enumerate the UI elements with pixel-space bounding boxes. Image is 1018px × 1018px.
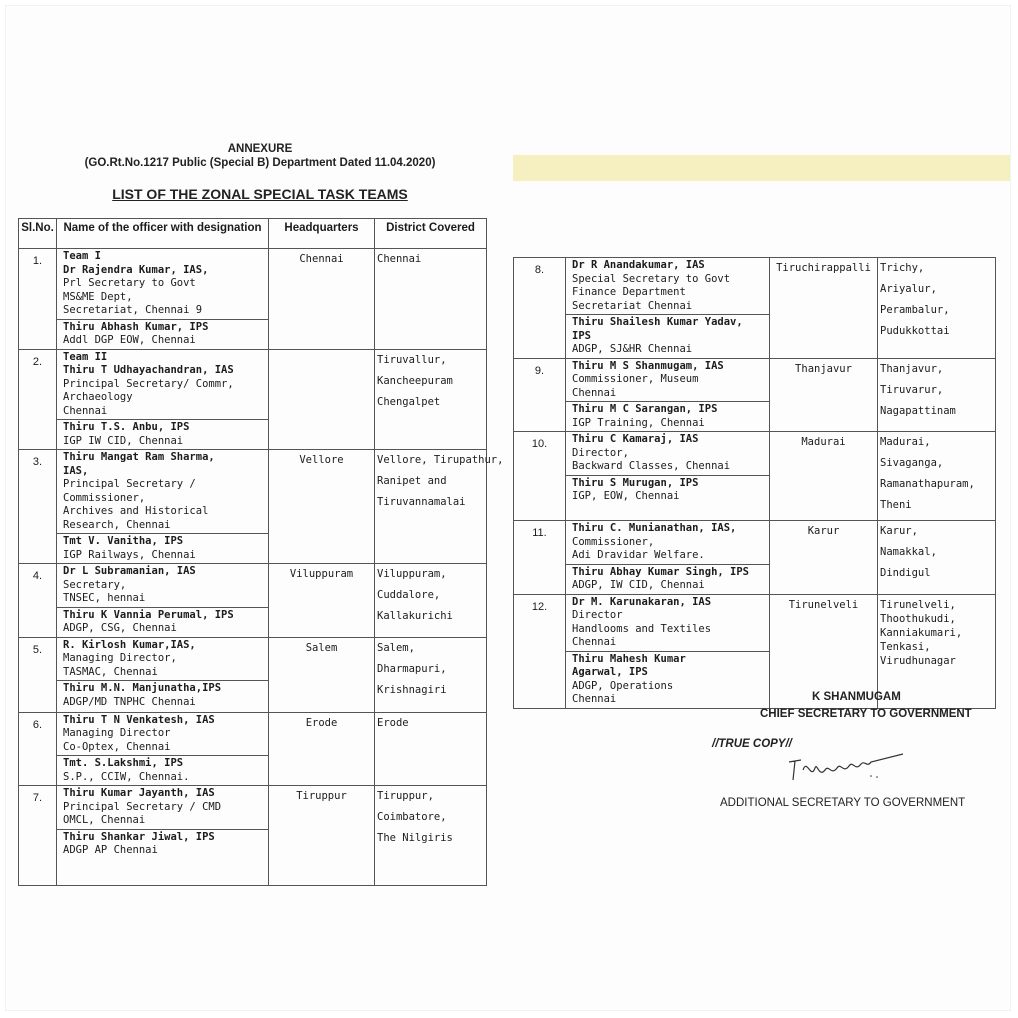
district-name: Virudhunagar	[880, 654, 956, 667]
districts-cell	[375, 564, 487, 638]
officer-entry	[57, 450, 268, 533]
officer-name: Tmt. S.Lakshmi, IPS	[63, 757, 184, 769]
officer-designation: Secretary, TNSEC, hennai	[63, 578, 146, 604]
officer-cell	[57, 349, 269, 450]
serial-number: 7.	[19, 786, 57, 886]
officer-name: Thiru Shankar Jiwal, IPS	[63, 830, 215, 843]
officer-name: Tmt V. Vanitha, IPS	[63, 535, 184, 547]
serial-number: 9.	[514, 358, 566, 432]
officer-name: Thiru M.N. Manjunatha,IPS	[63, 682, 222, 694]
table-row	[19, 786, 487, 886]
officer-name: Thiru Mangat Ram Sharma, IAS,	[63, 451, 215, 477]
officer-entry	[566, 359, 769, 402]
officer-designation: IGP, EOW, Chennai	[572, 490, 680, 502]
officer-name: Dr L Subramanian, IAS	[63, 565, 196, 577]
officer-designation: IGP Training, Chennai	[572, 416, 705, 429]
district-name: Madurai,	[880, 436, 931, 448]
officer-entry	[57, 607, 268, 637]
districts-cell	[375, 637, 487, 712]
left-task-team-table	[18, 218, 504, 886]
officer-designation: Director, Backward Classes, Chennai	[572, 446, 731, 472]
officer-name: Thiru Mahesh Kumar Agarwal, IPS	[572, 652, 686, 678]
officer-designation: Principal Secretary / Commissioner, Archives and Historical Research, Chennai	[63, 478, 209, 531]
serial-number: 3.	[19, 450, 57, 564]
serial-number: 2.	[19, 349, 57, 450]
go-reference: (GO.Rt.No.1217 Public (Special B) Department Dated 11.04.2020)	[84, 157, 436, 169]
serial-number: 5.	[19, 637, 57, 712]
officer-cell	[57, 564, 269, 638]
headquarters-cell: Tirunelveli	[770, 594, 878, 708]
officer-designation: Addl DGP EOW, Chennai	[63, 334, 196, 346]
district-name: Tenkasi,	[880, 640, 931, 653]
officer-name: Thiru S Murugan, IPS	[572, 476, 699, 489]
table-row	[19, 564, 487, 638]
serial-number: 10.	[514, 432, 566, 521]
district-name: Thoothukudi,	[880, 612, 956, 625]
officer-entry	[566, 432, 769, 475]
officer-entry	[566, 401, 769, 431]
district-name: Erode	[377, 716, 409, 729]
col-sl: Sl.No.	[19, 219, 57, 249]
officer-entry	[57, 638, 268, 681]
serial-number: 8.	[514, 258, 566, 359]
officer-cell	[566, 594, 770, 708]
table-row	[19, 450, 487, 564]
officer-designation: Principal Secretary / CMD OMCL, Chennai	[63, 800, 222, 826]
officer-name: Thiru M C Sarangan, IPS	[572, 403, 718, 415]
headquarters-cell: Karur	[770, 521, 878, 595]
officer-cell	[57, 712, 269, 786]
headquarters-cell: Chennai	[269, 249, 375, 350]
district-name: Tiruppur,	[377, 790, 434, 802]
headquarters-cell: Tiruppur	[269, 786, 375, 886]
headquarters-cell: Salem	[269, 637, 375, 712]
officer-entry	[566, 258, 769, 314]
table-header-row	[19, 219, 487, 249]
officer-designation: Managing Director, TASMAC, Chennai	[63, 652, 177, 678]
districts-cell	[878, 521, 996, 595]
table-row	[514, 432, 996, 521]
district-name: Kancheepuram	[377, 374, 453, 387]
officer-entry	[566, 564, 769, 594]
officer-designation: ADGP, SJ&HR Chennai	[572, 343, 693, 355]
officer-name: R. Kirlosh Kumar,IAS,	[63, 638, 196, 651]
officer-entry	[57, 829, 268, 859]
officer-name: Thiru Abhash Kumar, IPS	[63, 320, 209, 333]
signatory-name: K SHANMUGAM	[812, 691, 901, 703]
district-name: Perambalur,	[880, 304, 950, 316]
headquarters-cell: Thanjavur	[770, 358, 878, 432]
officer-name: Thiru C. Munianathan, IAS,	[572, 522, 737, 534]
officer-entry	[566, 314, 769, 358]
district-name: Sivaganga,	[880, 457, 944, 469]
district-name: Chengalpet	[377, 395, 441, 408]
table-row	[514, 521, 996, 595]
annexure-heading: ANNEXURE	[227, 143, 293, 155]
table-row	[514, 594, 996, 708]
officer-entry	[57, 564, 268, 607]
table-row	[514, 358, 996, 432]
headquarters-cell: Erode	[269, 712, 375, 786]
officer-name: Dr R Anandakumar, IAS	[572, 259, 705, 271]
district-name: The Nilgiris	[377, 832, 453, 844]
right-task-team-table	[513, 257, 996, 709]
serial-number: 1.	[19, 249, 57, 350]
officer-designation: IGP IW CID, Chennai	[63, 434, 184, 447]
officer-cell	[57, 637, 269, 712]
highlight-band	[513, 155, 1010, 181]
officer-name: Thiru T N Venkatesh, IAS	[63, 713, 215, 726]
additional-secretary-label: ADDITIONAL SECRETARY TO GOVERNMENT	[720, 797, 966, 809]
district-name: Pudukkottai	[880, 325, 950, 337]
officer-entry	[57, 350, 268, 420]
officer-designation: ADGP, Operations Chennai	[572, 679, 674, 705]
officer-cell	[57, 450, 269, 564]
officer-designation: IGP Railways, Chennai	[63, 548, 196, 561]
districts-cell	[375, 450, 504, 564]
district-name: Ramanathapuram,	[880, 478, 975, 490]
officer-entry	[566, 475, 769, 505]
districts-cell	[878, 432, 996, 521]
officer-entry	[57, 319, 268, 349]
officer-name: Thiru C Kamaraj, IAS	[572, 433, 699, 445]
districts-cell	[375, 349, 487, 450]
officer-name: Thiru M S Shanmugam, IAS	[572, 359, 724, 372]
district-name: Kallakurichi	[377, 610, 453, 622]
officer-entry	[57, 786, 268, 829]
officer-entry	[566, 521, 769, 564]
table-row	[19, 712, 487, 786]
table-row	[19, 349, 487, 450]
table-row	[514, 258, 996, 359]
officer-entry	[566, 651, 769, 708]
officer-name: Thiru Abhay Kumar Singh, IPS	[572, 565, 750, 578]
officer-entry	[566, 595, 769, 651]
officer-designation: S.P., CCIW, Chennai.	[63, 770, 190, 783]
officer-name: Team I Dr Rajendra Kumar, IAS,	[63, 250, 209, 276]
officer-designation: Special Secretary to Govt Finance Department Secretariat Chennai	[572, 272, 731, 312]
district-name: Tiruvarur,	[880, 383, 944, 396]
table-row	[19, 637, 487, 712]
serial-number: 4.	[19, 564, 57, 638]
district-name: Tirunelveli,	[880, 598, 956, 611]
officer-name: Dr M. Karunakaran, IAS	[572, 595, 712, 608]
district-name: Karur,	[880, 525, 918, 537]
districts-cell	[375, 712, 487, 786]
handwritten-signature	[785, 750, 905, 790]
officer-designation: ADGP/MD TNPHC Chennai	[63, 695, 196, 708]
officer-entry	[57, 680, 268, 710]
headquarters-cell: Tiruchirappalli	[770, 258, 878, 359]
districts-cell	[878, 258, 996, 359]
district-name: Coimbatore,	[377, 811, 447, 823]
district-name: Dharmapuri,	[377, 662, 447, 675]
officer-designation: Prl Secretary to Govt MS&ME Dept, Secretariat, Chennai 9	[63, 277, 203, 316]
officer-name: Thiru K Vannia Perumal, IPS	[63, 608, 234, 621]
officer-cell	[566, 432, 770, 521]
officer-entry	[57, 755, 268, 785]
col-district: District Covered	[375, 219, 487, 249]
officer-designation: Commissioner, Museum Chennai	[572, 373, 699, 399]
district-name: Chennai	[377, 253, 422, 265]
officer-name: Thiru Shailesh Kumar Yadav, IPS	[572, 316, 743, 342]
officer-cell	[57, 249, 269, 350]
district-name: Krishnagiri	[377, 683, 447, 696]
officer-designation: Managing Director Co-Optex, Chennai	[63, 727, 171, 753]
officer-cell	[57, 786, 269, 886]
officer-designation: ADGP AP Chennai	[63, 844, 158, 856]
serial-number: 6.	[19, 712, 57, 786]
true-copy-label: //TRUE COPY//	[712, 738, 792, 750]
headquarters-cell: Madurai	[770, 432, 878, 521]
officer-cell	[566, 258, 770, 359]
officer-name: Team II Thiru T Udhayachandran, IAS	[63, 350, 234, 376]
serial-number: 12.	[514, 594, 566, 708]
district-name: Cuddalore,	[377, 589, 441, 601]
districts-cell	[375, 786, 487, 886]
serial-number: 11.	[514, 521, 566, 595]
district-name: Viluppuram,	[377, 568, 447, 580]
signatory-title: CHIEF SECRETARY TO GOVERNMENT	[760, 708, 972, 720]
officer-cell	[566, 358, 770, 432]
col-name: Name of the officer with designation	[57, 219, 269, 249]
officer-designation: ADGP, IW CID, Chennai	[572, 579, 705, 591]
headquarters-cell	[269, 349, 375, 450]
headquarters-cell: Vellore	[269, 450, 375, 564]
officer-entry	[57, 419, 268, 449]
list-title: LIST OF THE ZONAL SPECIAL TASK TEAMS	[112, 186, 408, 202]
district-name: Thanjavur,	[880, 362, 944, 375]
officer-designation: ADGP, CSG, Chennai	[63, 622, 177, 634]
officer-entry	[57, 533, 268, 563]
districts-cell	[878, 358, 996, 432]
districts-cell	[375, 249, 487, 350]
officer-designation: Commissioner, Adi Dravidar Welfare.	[572, 535, 705, 561]
officer-name: Thiru Kumar Jayanth, IAS	[63, 787, 215, 799]
headquarters-cell: Viluppuram	[269, 564, 375, 638]
district-name: Theni	[880, 499, 912, 511]
table-row	[19, 249, 487, 350]
district-name: Ranipet and	[377, 475, 447, 487]
officer-name: Thiru T.S. Anbu, IPS	[63, 421, 190, 433]
district-name: Tiruvannamalai	[377, 496, 466, 508]
officer-designation: Principal Secretary/ Commr, Archaeology Chennai	[63, 377, 234, 417]
officer-entry	[57, 249, 268, 319]
district-name: Namakkal,	[880, 546, 937, 558]
district-name: Trichy,	[880, 262, 925, 274]
district-name: Dindigul	[880, 567, 931, 579]
district-name: Tiruvallur,	[377, 353, 447, 366]
district-name: Vellore, Tirupathur,	[377, 454, 504, 466]
col-hq: Headquarters	[269, 219, 375, 249]
officer-designation: Director Handlooms and Textiles Chennai	[572, 609, 712, 648]
district-name: Nagapattinam	[880, 404, 956, 417]
district-name: Ariyalur,	[880, 283, 937, 295]
district-name: Salem,	[377, 641, 415, 654]
officer-cell	[566, 521, 770, 595]
district-name: Kanniakumari,	[880, 626, 963, 639]
officer-entry	[57, 713, 268, 756]
